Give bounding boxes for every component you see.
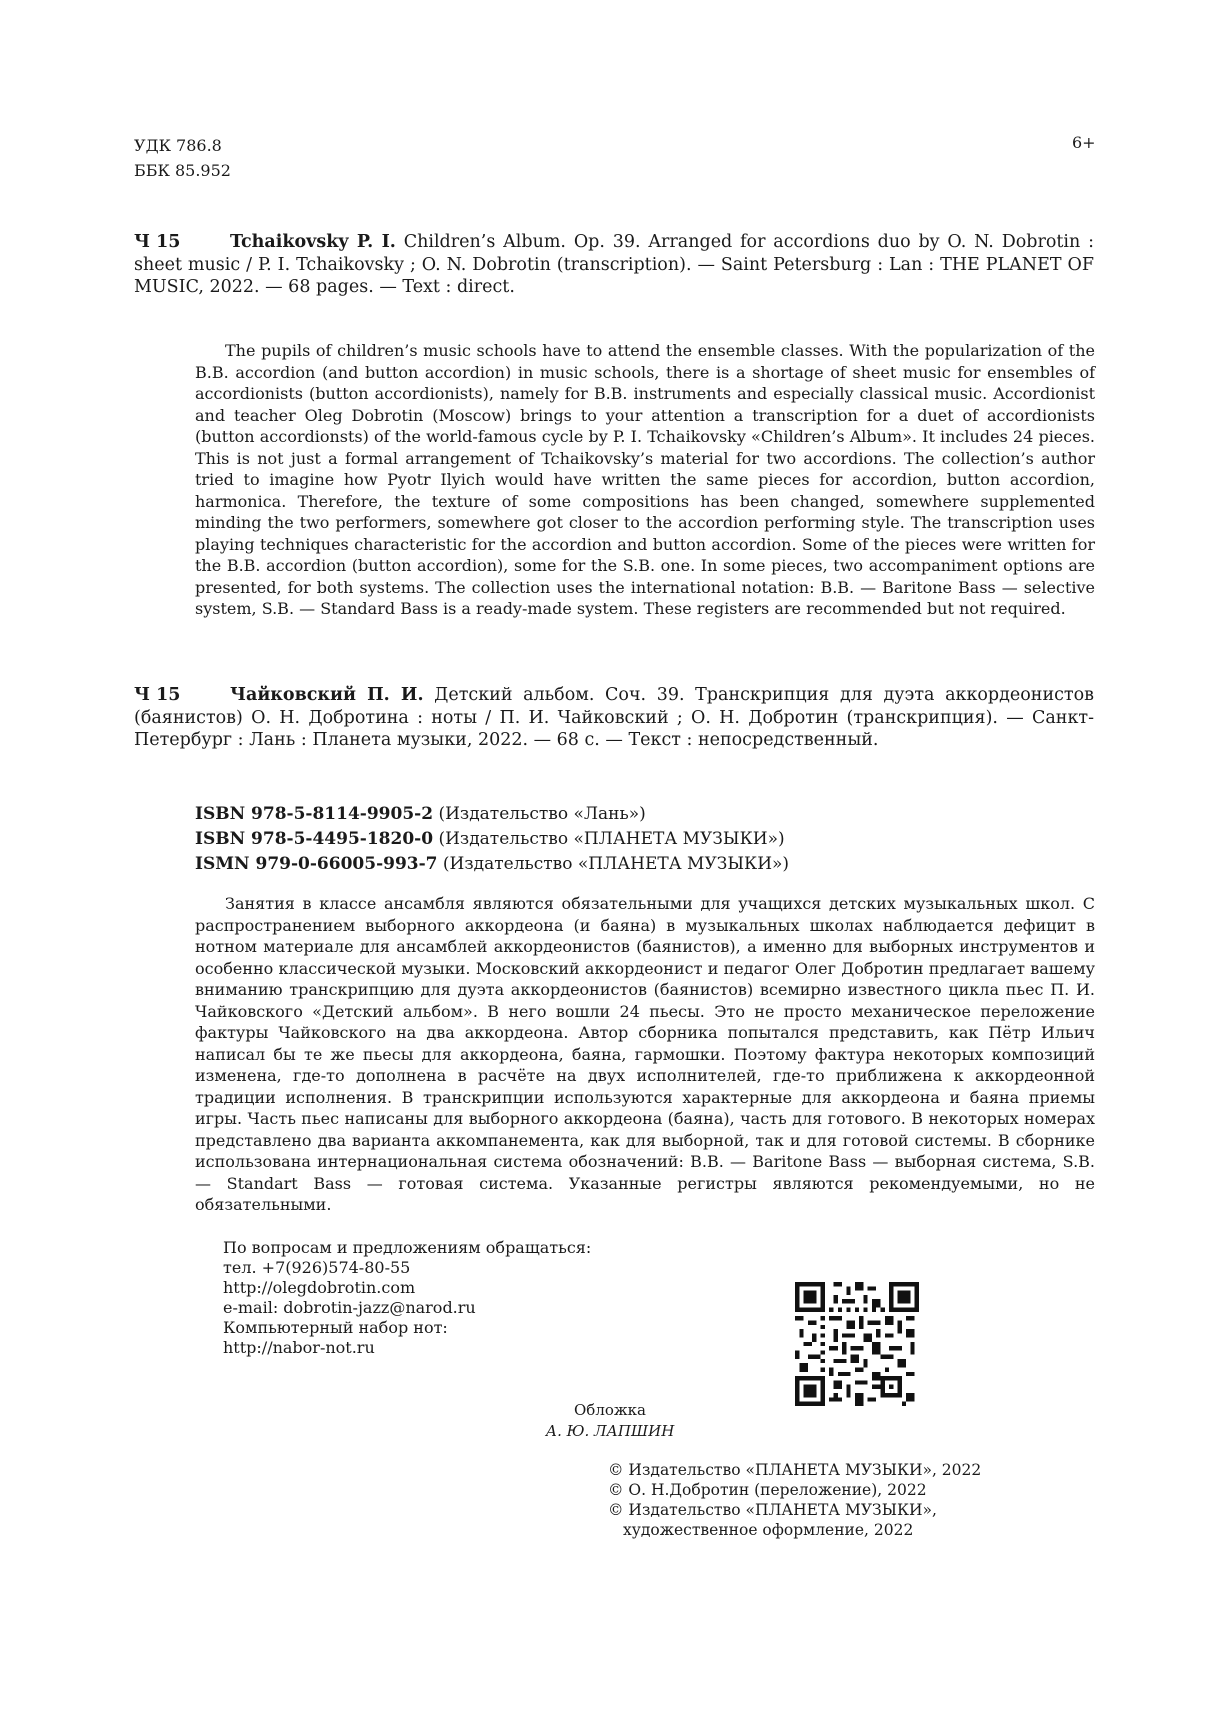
cover-artist: А. Ю. ЛАПШИН [545,1422,675,1440]
copyright-line: художественное оформление, 2022 [623,1521,914,1539]
copyright-block [608,1460,981,1540]
age-rating: 6+ [1072,133,1096,152]
isbn-line [195,852,789,877]
copyright-line: © Издательство «ПЛАНЕТА МУЗЫКИ», [608,1501,937,1519]
abstract-en: The pupils of children’s music schools have to attend the ensemble classes. With the popularization of the B.B. accordion (and button accordion) in music schools, there is a shortage of sheet music for ensembles of accordionists (button accordionists), namely for B.B. instruments and especially classical music. Accordionist and teacher Oleg Dobrotin (Moscow) brings to your attention a transcription for a duet of accordionists (button accordionsts) of the world-famous cycle by P. I. Tchaikovsky «Children’s Album». It includes 24 pieces. This is not just a formal arrangement of Tchaikovsky’s material for two accordions. The collection’s author tried to imagine how Pyotr Ilyich would have written the same pieces for accordion, button accordion, harmonica. Therefore, the texture of some compositions has been changed, somewhere supplemented minding the two performers, somewhere got closer to the accordion performing style. The transcription uses playing techniques characteristic for the accordion and button accordion. Some of the pieces were written for the B.B. accordion (button accordion), some for the S.B. one. In some pieces, two accompaniment options are presented, for both systems. The collection uses the international notation: B.B. — Baritone Bass — selective system, S.B. — Standard Bass is a ready-made system. These registers are recommended but not required. [195,341,1095,618]
entry-class-code: Ч 15 [134,232,181,252]
contact-email: e-mail: dobrotin-jazz@narod.ru [223,1298,476,1317]
contact-website: http://olegdobrotin.com [223,1278,416,1297]
isbn-number: ISBN 978-5-4495-1820-0 [195,829,434,849]
bibliographic-entry-en [134,231,1094,299]
entry-author: Чайковский П. И. [230,685,424,705]
classification-codes [134,133,231,183]
contact-typesetting-label: Компьютерный набор нот: [223,1318,448,1337]
udk-code: УДК 786.8 [134,136,222,155]
entry-text: Children’s Album. Op. 39. Arranged for accordions duo by O. N. Dobrotin : sheet music / P. I. Tchaikovsky ; O. N. Dobrotin (transcription). — Saint Petersburg : Lan : THE PLANET OF MUSIC, 2022. — 68 pages. — Text : direct. [134,232,1094,297]
isbn-number: ISBN 978-5-8114-9905-2 [195,804,434,824]
contact-typesetting-link: http://nabor-not.ru [223,1338,375,1357]
cover-credit [540,1400,680,1442]
isbn-line [195,802,789,827]
isbn-line [195,827,789,852]
bibliographic-entry-ru [134,684,1094,752]
contact-phone: тел. +7(926)574-80-55 [223,1258,411,1277]
ismn-number: ISMN 979-0-66005-993-7 [195,854,438,874]
entry-author: Tchaikovsky P. I. [230,232,396,252]
contact-heading: По вопросам и предложениям обращаться: [223,1238,592,1257]
copyright-line: © Издательство «ПЛАНЕТА МУЗЫКИ», 2022 [608,1461,982,1479]
abstract-ru: Занятия в классе ансамбля являются обязательными для учащихся детских музыкальных школ. С распространением выборного аккордеона (и баяна) в музыкальных школах наблюдается дефицит в нотном материале для ансамблей аккордеонистов (баянистов), а именно для выборных инструментов и особенно классической музыки. Московский аккордеонист и педагог Олег Добротин предлагает вашему вниманию транскрипцию для дуэта аккордеонистов (баянистов) всемирно известного цикла пьес П. И. Чайковского «Детский альбом». В него вошли 24 пьесы. Это не просто механическое переложение фактуры Чайковского на два аккордеона. Автор сборника попытался представить, как Пётр Ильич написал бы те же пьесы для аккордеона, баяна, гармошки. Поэтому фактура некоторых композиций изменена, где-то дополнена в расчёте на двух исполнителей, где-то приближена к аккордеонной традиции исполнения. В транскрипции используются характерные для аккордеона и баяна приемы игры. Часть пьес написаны для выборного аккордеона (баяна), часть для готового. В некоторых номерах представлено два варианта аккомпанемента, как для выборной, так и для готовой системы. В сборнике использована интернациональная система обозначений: B.B. — Baritone Bass — выборная система, S.B. — Standart Bass — готовая система. Указанные регистры являются рекомендуемыми, но не обязательными. [195,894,1095,1214]
entry-class-code: Ч 15 [134,685,181,705]
qr-code-icon [795,1282,919,1406]
bbk-code: ББК 85.952 [134,161,231,180]
isbn-publisher: (Издательство «ПЛАНЕТА МУЗЫКИ») [438,829,785,849]
entry-text: Детский альбом. Соч. 39. Транскрипция для дуэта аккордеонистов (баянистов) О. Н. Добротина : ноты / П. И. Чайковский ; О. Н. Добротин (транскрипция). — Санкт-Петербург : Лань : Планета музыки, 2022. — 68 с. — Текст : непосредственный. [134,685,1094,750]
copyright-line: © О. Н.Добротин (переложение), 2022 [608,1481,927,1499]
isbn-block [195,802,789,877]
isbn-publisher: (Издательство «Лань») [438,804,646,824]
isbn-publisher: (Издательство «ПЛАНЕТА МУЗЫКИ») [442,854,790,874]
contact-info [223,1238,591,1358]
cover-label: Обложка [573,1401,646,1419]
